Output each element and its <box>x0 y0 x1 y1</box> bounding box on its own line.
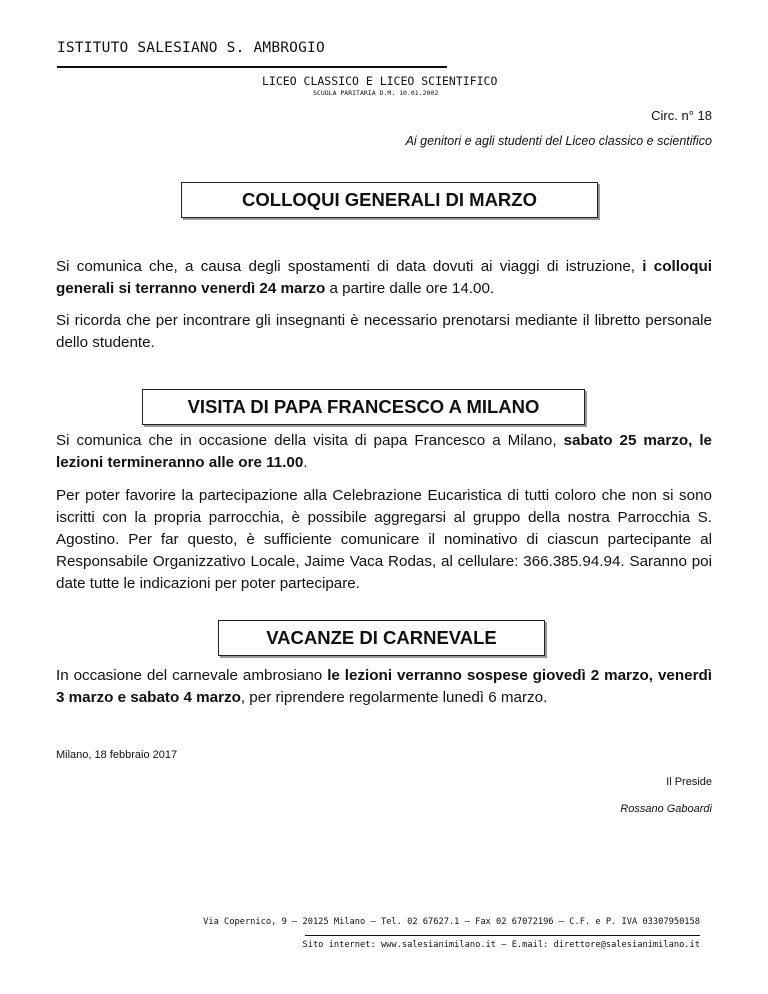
text-run: Si comunica che in occasione della visita di papa Francesco a Milano, <box>56 432 564 449</box>
section-title-text: VISITA DI PAPA FRANCESCO A MILANO <box>187 396 540 417</box>
circular-number: Circ. n° 18 <box>651 108 712 123</box>
addressee: Ai genitori e agli studenti del Liceo classico e scientifico <box>405 134 712 148</box>
paragraph-colloqui-2: Si ricorda che per incontrare gli insegnanti è necessario prenotarsi mediante il libretto personale dello studente. <box>56 312 712 351</box>
section-title-visita <box>142 389 585 425</box>
bold-text-run: le lezioni verranno sospese giovedì 2 marzo, venerdì 3 marzo e sabato 4 marzo <box>56 667 712 706</box>
paragraph-colloqui-1 <box>56 256 712 300</box>
text-run: a partire dalle ore 14.00. <box>325 280 495 297</box>
header-divider <box>57 66 447 68</box>
footer-divider <box>305 935 700 936</box>
text-run: , per riprendere regolarmente lunedì 6 marzo. <box>240 689 548 706</box>
text-run: . <box>303 454 308 471</box>
footer-contacts: Sito internet: www.salesianimilano.it – E.mail: direttore@salesianimilano.it <box>302 940 700 950</box>
paragraph-carnevale-1 <box>56 665 712 709</box>
footer-address: Via Copernico, 9 – 20125 Milano – Tel. 02 67627.1 – Fax 02 67072196 – C.F. e P. IVA 03307950158 <box>203 917 700 927</box>
signature-name: Rossano Gaboardi <box>620 803 712 815</box>
text-run: Si comunica che, a causa degli spostamenti di data dovuti ai viaggi di istruzione, <box>56 258 643 275</box>
school-name: LICEO CLASSICO E LICEO SCIENTIFICO <box>262 74 498 88</box>
section-title-text: VACANZE DI CARNEVALE <box>266 627 497 648</box>
section-title-text: COLLOQUI GENERALI DI MARZO <box>242 189 537 210</box>
document-date: Milano, 18 febbraio 2017 <box>56 749 178 761</box>
institute-name: ISTITUTO SALESIANO S. AMBROGIO <box>57 40 325 56</box>
paragraph-visita-2: Per poter favorire la partecipazione alla Celebrazione Eucaristica di tutti coloro che non si sono iscritti con la propria parrocchia, è possibile aggregarsi al gruppo della nostra Parrocchia S. Agostino. Per far questo, è sufficiente comunicare il nominativo di ciascun partecipante al Responsabile Organizzativo Locale, Jaime Vaca Rodas, al cellulare: 366.385.94.94. Saranno poi date tutte le indicazioni per poter partecipare. <box>56 487 712 592</box>
school-paritaria: SCUOLA PARITARIA D.M. 10.01.2002 <box>313 89 439 97</box>
bold-text-run: sabato 25 marzo, le lezioni termineranno alle ore 11.00 <box>56 432 712 471</box>
paragraph-visita-1 <box>56 430 712 474</box>
bold-text-run: i colloqui generali si terranno venerdì 24 marzo <box>56 258 712 297</box>
text-run: In occasione del carnevale ambrosiano <box>56 667 328 684</box>
section-title-carnevale <box>218 620 545 656</box>
section-title-colloqui <box>181 182 598 218</box>
signature-role: Il Preside <box>666 776 712 788</box>
